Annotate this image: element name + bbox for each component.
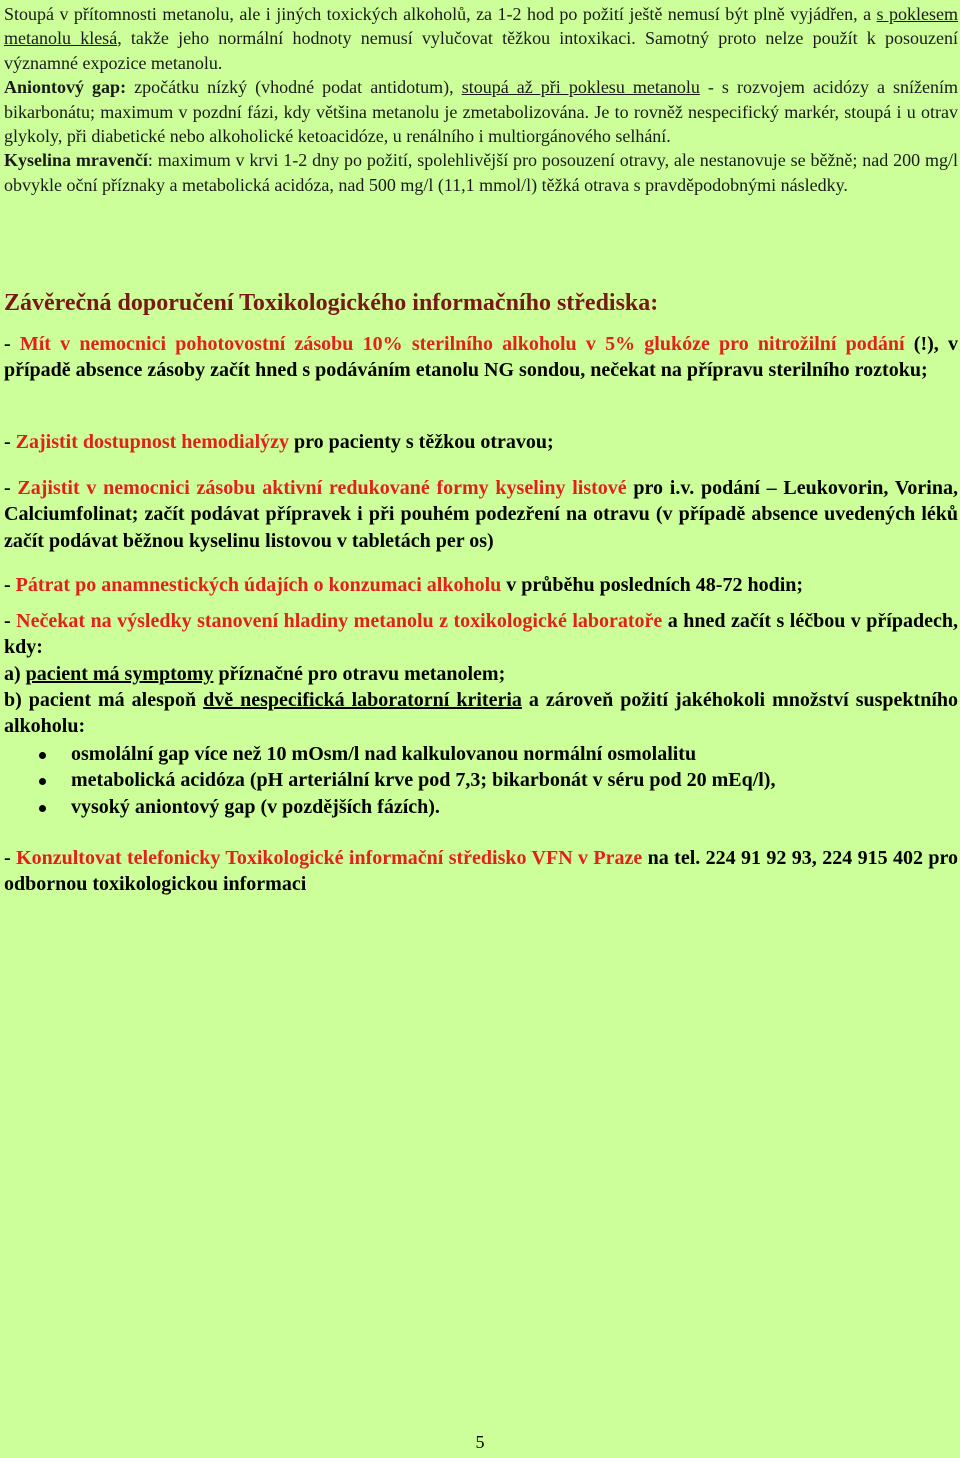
highlight-text: Nečekat na výsledky stanovení hladiny metanolu z toxikologické laboratoře [16,610,663,632]
list-item [4,741,958,767]
text-run: Stoupá v přítomnosti metanolu, ale i jiných toxických alkoholů, za 1-2 hod po požití ještě nemusí být plně vyjádřen, a [4,4,877,24]
list-item-text: metabolická acidóza (pH arteriální krve pod 7,3; bikarbonát v séru pod 20 mEq/l), [71,769,776,792]
condition-prefix: a) [4,662,26,685]
list-item-text: osmolální gap více než 10 mOsm/l nad kalkulovanou normální osmolalitu [71,743,697,765]
criteria-list [4,741,958,820]
list-item-text: vysoký aniontový gap (v pozdějších fázích). [71,795,440,818]
list-item [4,794,958,820]
recommendation-anamnesis [4,572,958,598]
recommendation-start-treatment [4,608,958,739]
dash: - [4,431,16,453]
bullet-icon [39,805,46,812]
dash: - [4,847,17,869]
condition-b [4,687,958,740]
highlight-text: Mít v nemocnici pohotovostní zásobu 10% sterilního alkoholu v 5% glukóze pro nitrožilní podání [19,333,905,355]
dash: - [4,574,16,596]
dash: - [4,610,17,632]
text-run: a hned začít s léčbou v případech, kdy: [4,610,958,659]
paragraph-formic-acid [4,148,958,197]
text-run: - s rozvojem acidózy a snížením bikarbonátu; maximum v pozdní fázi, kdy většina metanolu je zmetabolizována. Je to rovněž nespecifický markér, stoupá i u otrav glykoly, při diabetické nebo alkoholické ketoacidóze, u renálního i multiorgánového selhání. [4,77,958,147]
paragraph-label: Aniontový gap: [4,77,127,98]
recommendation-ethanol-stock [4,331,958,384]
highlight-text: Zajistit dostupnost hemodialýzy [15,431,290,453]
underlined-text: s poklesem metanolu klesá [4,4,958,49]
text-run: a zároveň požití jakéhokoli množství suspektního alkoholu: [4,688,959,738]
bullet-icon [39,752,46,759]
underlined-text: pacient má symptomy [25,662,214,685]
highlight-text: Konzultovat telefonicky Toxikologické informační středisko VFN v Praze [16,847,643,869]
list-item [4,767,958,793]
text-run: pro pacienty s těžkou otravou; [289,431,554,453]
recommendation-hemodialysis [4,429,958,455]
underlined-text: dvě nespecifická laboratorní kriteria [203,688,522,711]
text-run: na tel. 224 91 92 93, 224 915 402 pro odbornou toxikologickou informaci [4,847,958,896]
paragraph-label: Kyselina mravenčí [4,150,148,171]
dash: - [4,333,20,355]
text-run: : maximum v krvi 1-2 dny po požití, spolehlivější pro posouzení otravy, ale nestanovuje se běžně; nad 200 mg/l obvykle oční příznaky a metabolická acidóza, nad 500 mg/l (11,1 mmol/l) těžká otrava s pravděpodobnými následky. [4,150,958,195]
paragraph-osmolal-gap [4,2,958,75]
bullet-icon [39,778,46,785]
highlight-text: Pátrat po anamnestických údajích o konzumaci alkoholu [15,574,502,596]
text-run: zpočátku nízký (vhodné podat antidotum), [126,77,462,98]
intro-text [4,2,958,197]
page-number: 5 [475,1432,485,1452]
text-run: , takže jeho normální hodnoty nemusí vylučovat těžkou intoxikaci. Samotný proto nelze použít k posouzení významné expozice metanolu. [4,28,959,73]
condition-prefix: b) pacient má alespoň [4,688,204,711]
recommendation-folic-acid [4,475,958,554]
recommendation-consult [4,845,958,898]
condition-a [4,661,958,687]
recommendations-heading: Závěrečná doporučení Toxikologického informačního střediska: [4,290,659,316]
text-run: příznačné pro otravu metanolem; [213,662,506,685]
text-run: v průběhu posledních 48-72 hodin; [501,574,804,596]
highlight-text: Zajistit v nemocnici zásobu aktivní redukované formy kyseliny listové [17,477,627,499]
text-run: pro i.v. podání – Leukovorin, Vorina, Calciumfolinat; začít podávat přípravek i při pouhém podezření na otravu (v případě absence uvedených léků začít podávat běžnou kyselinu listovou v tabletách per os) [4,477,958,552]
paragraph-anion-gap [4,75,958,148]
dash: - [4,477,18,499]
recommendation-line [4,608,958,661]
underlined-text: stoupá až při poklesu metanolu [461,77,700,98]
text-run: (!), v případě absence zásoby začít hned s podáváním etanolu NG sondou, nečekat na přípravu sterilního roztoku; [4,333,958,382]
